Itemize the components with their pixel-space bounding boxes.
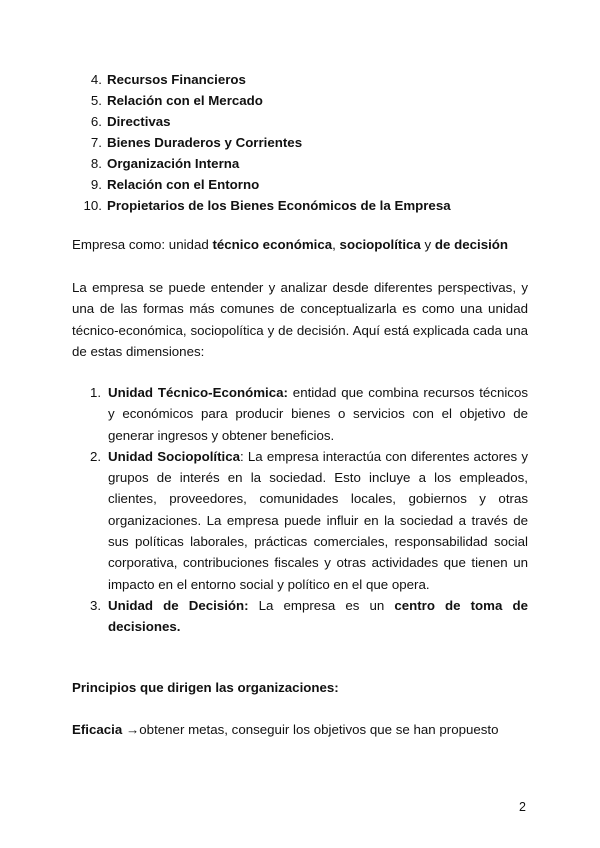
list-item-label: Recursos Financieros: [107, 72, 246, 87]
list-item: 6. Directivas: [78, 111, 451, 132]
list-item: 7. Bienes Duraderos y Corrientes: [78, 132, 451, 153]
dimension-item: 1. Unidad Técnico-Económica: entidad que combina recursos técnicos y económicos para producir bienes o servicios con el objetivo de generar ingresos y obtener beneficios.: [90, 385, 529, 443]
dimension-item: 2. Unidad Sociopolítica: La empresa interactúa con diferentes actores y grupos de interés en la sociedad. Esto incluye a los empleados, clientes, proveedores, comunidades locales, gobiernos y otras organizaciones. La empresa puede influir en la sociedad a través de sus políticas laborales, prácticas comerciales, responsabilidad social corporativa, contribuciones fiscales y otras actividades que tienen un impacto en el entorno social y político en el que opera.: [90, 448, 528, 592]
list-item-label: Directivas: [107, 114, 171, 129]
list-item: 9. Relación con el Entorno: [78, 174, 451, 195]
resources-list: [78, 69, 451, 216]
eficacia-line: Eficacia →obtener metas, conseguir los objetivos que se han propuesto: [72, 722, 499, 737]
list-item-label: Bienes Duraderos y Corrientes: [107, 135, 303, 150]
dimension-title: Unidad Sociopolítica: [108, 448, 240, 464]
list-item: 4. Recursos Financieros: [78, 69, 451, 90]
list-item: 5. Relación con el Mercado: [78, 90, 451, 111]
dimensions-list: [72, 382, 528, 638]
page-number: 2: [519, 800, 526, 814]
list-item-label: Relación con el Entorno: [107, 177, 260, 192]
dimension-item: 3. Unidad de Decisión: La empresa es un centro de toma de decisiones.: [90, 597, 528, 635]
list-item-label: Relación con el Mercado: [107, 93, 263, 108]
empresa-definition: Empresa como: unidad técnico económica, sociopolítica y de decisión: [72, 237, 509, 252]
list-item-label: Propietarios de los Bienes Económicos de la Empresa: [107, 198, 451, 213]
list-item-label: Organización Interna: [107, 156, 240, 171]
list-item: 10. Propietarios de los Bienes Económicos de la Empresa: [78, 195, 451, 216]
eficacia-term: Eficacia: [72, 722, 123, 737]
dimension-title: Unidad Técnico-Económica:: [108, 385, 288, 400]
list-item: 8. Organización Interna: [78, 153, 451, 174]
principios-heading: Principios que dirigen las organizaciones:: [72, 680, 339, 695]
intro-paragraph: La empresa se puede entender y analizar desde diferentes perspectivas, y una de las formas más comunes de conceptualizarla es como una unidad técnico-económica, sociopolítica y de decisión. Aquí está explicada cada una de estas dimensiones:: [72, 280, 528, 359]
dimension-title: Unidad de Decisión:: [108, 597, 249, 613]
arrow-icon: →: [122, 722, 140, 737]
